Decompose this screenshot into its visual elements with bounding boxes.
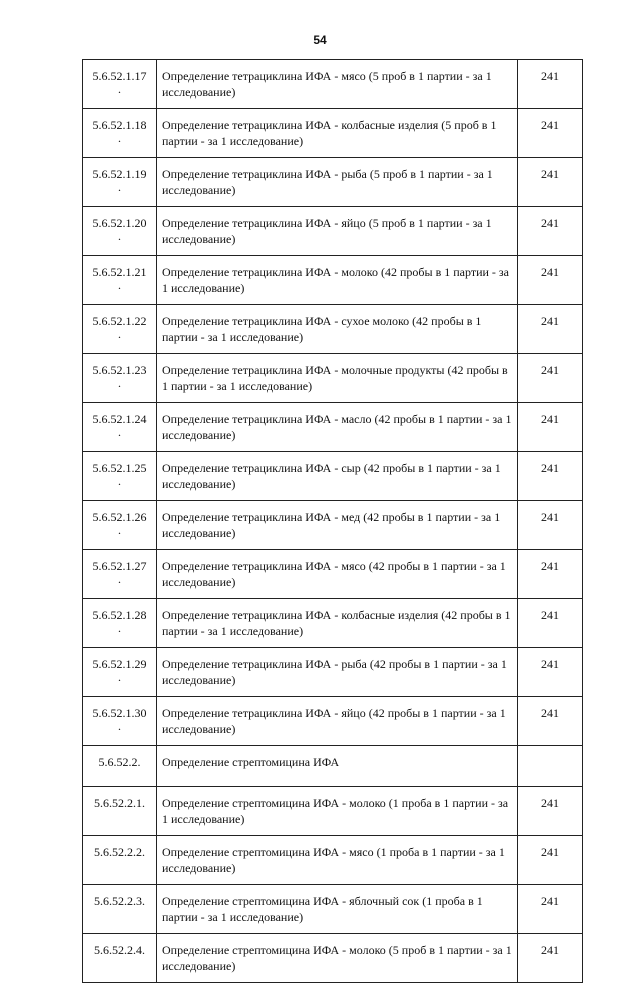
item-price: 241 [518,787,583,836]
item-code: 5.6.52.1.25 [92,461,147,475]
item-code: 5.6.52.1.20 [92,216,147,230]
table-row [83,599,583,648]
item-description: Определение стрептомицина ИФА - яблочный сок (1 проба в 1 партии - за 1 исследование) [157,885,518,934]
item-code: 5.6.52.1.17 [92,69,147,83]
page-number: 54 [313,33,327,47]
item-code-cell [83,452,157,501]
item-code-dot: . [118,180,121,194]
item-description: Определение тетрациклина ИФА - сухое молоко (42 пробы в 1 партии - за 1 исследование) [157,305,518,354]
table-row [83,109,583,158]
item-code-cell [83,403,157,452]
item-description: Определение тетрациклина ИФА - рыба (42 пробы в 1 партии - за 1 исследование) [157,648,518,697]
table-row [83,60,583,109]
item-code-cell [83,599,157,648]
item-price: 241 [518,403,583,452]
item-code: 5.6.52.1.26 [92,510,147,524]
item-code: 5.6.52.1.24 [92,412,147,426]
item-code-cell [83,836,157,885]
item-description: Определение тетрациклина ИФА - мед (42 пробы в 1 партии - за 1 исследование) [157,501,518,550]
item-price: 241 [518,697,583,746]
item-price: 241 [518,885,583,934]
table-row [83,501,583,550]
item-code: 5.6.52.2.1. [94,796,145,810]
price-table-body [83,60,583,983]
item-code: 5.6.52.1.29 [92,657,147,671]
table-row [83,648,583,697]
item-description: Определение стрептомицина ИФА - мясо (1 проба в 1 партии - за 1 исследование) [157,836,518,885]
item-code-cell [83,697,157,746]
item-code-cell [83,305,157,354]
item-code: 5.6.52.2.4. [94,943,145,957]
table-row [83,697,583,746]
item-code: 5.6.52.1.23 [92,363,147,377]
item-description: Определение тетрациклина ИФА - колбасные изделия (42 пробы в 1 партии - за 1 исследование) [157,599,518,648]
item-code-cell [83,746,157,787]
item-code-dot: . [118,719,121,733]
item-code-dot: . [118,229,121,243]
item-price: 241 [518,158,583,207]
item-code: 5.6.52.2. [98,755,141,769]
table-row [83,158,583,207]
item-code-dot: . [118,278,121,292]
item-price: 241 [518,354,583,403]
item-code-cell [83,934,157,983]
table-row [83,836,583,885]
item-code-cell [83,550,157,599]
item-description: Определение тетрациклина ИФА - сыр (42 пробы в 1 партии - за 1 исследование) [157,452,518,501]
table-row [83,207,583,256]
table-row [83,934,583,983]
item-code-cell [83,109,157,158]
item-description: Определение тетрациклина ИФА - яйцо (5 проб в 1 партии - за 1 исследование) [157,207,518,256]
item-price: 241 [518,60,583,109]
item-code-cell [83,158,157,207]
item-code: 5.6.52.1.30 [92,706,147,720]
table-row [83,256,583,305]
item-code: 5.6.52.1.28 [92,608,147,622]
item-code: 5.6.52.1.22 [92,314,147,328]
item-code-dot: . [118,131,121,145]
item-code-cell [83,256,157,305]
item-price: 241 [518,452,583,501]
item-description: Определение стрептомицина ИФА [157,746,518,787]
price-table [82,59,583,983]
item-price: 241 [518,305,583,354]
item-code-dot: . [118,327,121,341]
item-code-dot: . [118,572,121,586]
item-description: Определение тетрациклина ИФА - масло (42 пробы в 1 партии - за 1 исследование) [157,403,518,452]
item-code-dot: . [118,474,121,488]
item-description: Определение тетрациклина ИФА - яйцо (42 пробы в 1 партии - за 1 исследование) [157,697,518,746]
item-code-dot: . [118,376,121,390]
item-code-cell [83,207,157,256]
item-description: Определение тетрациклина ИФА - молочные продукты (42 пробы в 1 партии - за 1 исследование) [157,354,518,403]
item-code: 5.6.52.2.3. [94,894,145,908]
item-description: Определение тетрациклина ИФА - молоко (42 пробы в 1 партии - за 1 исследование) [157,256,518,305]
item-code-cell [83,60,157,109]
item-description: Определение тетрациклина ИФА - мясо (5 проб в 1 партии - за 1 исследование) [157,60,518,109]
item-code-cell [83,354,157,403]
table-row [83,354,583,403]
item-price: 241 [518,934,583,983]
item-price: 241 [518,550,583,599]
item-code: 5.6.52.1.27 [92,559,147,573]
item-code: 5.6.52.2.2. [94,845,145,859]
item-code-dot: . [118,523,121,537]
table-row [83,746,583,787]
item-code-cell [83,885,157,934]
item-code-cell [83,501,157,550]
item-code-dot: . [118,670,121,684]
item-description: Определение тетрациклина ИФА - колбасные изделия (5 проб в 1 партии - за 1 исследование) [157,109,518,158]
table-row [83,452,583,501]
table-row [83,885,583,934]
item-description: Определение тетрациклина ИФА - рыба (5 проб в 1 партии - за 1 исследование) [157,158,518,207]
item-price: 241 [518,648,583,697]
item-price [518,746,583,787]
item-code: 5.6.52.1.19 [92,167,147,181]
item-code-cell [83,787,157,836]
item-description: Определение тетрациклина ИФА - мясо (42 пробы в 1 партии - за 1 исследование) [157,550,518,599]
table-row [83,305,583,354]
item-price: 241 [518,109,583,158]
item-price: 241 [518,599,583,648]
item-code: 5.6.52.1.21 [92,265,147,279]
item-code-dot: . [118,621,121,635]
item-price: 241 [518,836,583,885]
item-code-cell [83,648,157,697]
table-row [83,787,583,836]
item-code-dot: . [118,82,121,96]
item-price: 241 [518,207,583,256]
item-price: 241 [518,256,583,305]
item-code: 5.6.52.1.18 [92,118,147,132]
item-description: Определение стрептомицина ИФА - молоко (5 проб в 1 партии - за 1 исследование) [157,934,518,983]
table-row [83,403,583,452]
item-price: 241 [518,501,583,550]
table-row [83,550,583,599]
item-description: Определение стрептомицина ИФА - молоко (1 проба в 1 партии - за 1 исследование) [157,787,518,836]
item-code-dot: . [118,425,121,439]
